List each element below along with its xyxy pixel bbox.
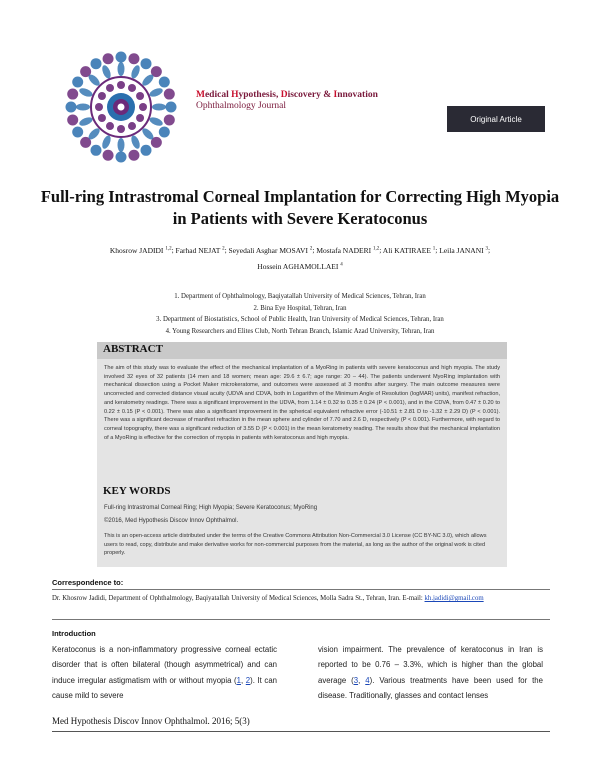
reference-link-4[interactable]: 4 bbox=[365, 675, 370, 685]
author-affiliation-marker: 3 bbox=[485, 246, 489, 251]
journal-name-line2: Ophthalmology Journal bbox=[196, 101, 286, 111]
introduction-column-left: Keratoconus is a non-inflammatory progressive corneal ectatic disorder that is often bilateral (though asymmetrical) and can induce irregular astigmatism with or without myopia (1, 2). It can cause mild to severe bbox=[52, 645, 277, 700]
article-type-badge: Original Article bbox=[447, 106, 545, 132]
affiliation-2: 2. Bina Eye Hospital, Tehran, Iran bbox=[253, 304, 347, 312]
author-affiliation-marker: 4 bbox=[340, 262, 343, 268]
keywords-text: Full-ring Intrastromal Corneal Ring; High Myopia; Severe Keratoconus; MyoRing bbox=[104, 505, 318, 511]
author-name: Farhad NEJAT $^2$ bbox=[175, 245, 225, 255]
author-name: Seyedali Asghar MOSAVI $^2$ bbox=[228, 245, 313, 255]
divider bbox=[52, 619, 550, 620]
journal-name-line1: Medical Hypothesis, Discovery & Innovation bbox=[196, 90, 378, 100]
page-footer: Med Hypothesis Discov Innov Ophthalmol. 2016; 5(3) bbox=[52, 716, 250, 726]
intro-right-tail: ). Various treatments have been used for the disease. Traditionally, glasses and contact lenses bbox=[318, 675, 543, 700]
affiliation-4: 4. Young Researchers and Elites Club, North Tehran Branch, Islamic Azad University, Tehran, Iran bbox=[165, 327, 435, 335]
author-name: Ali KATIRAEE $^1$ bbox=[382, 245, 436, 255]
abstract-heading: ABSTRACT bbox=[103, 343, 163, 355]
author-affiliation-marker: 1,2 bbox=[373, 246, 380, 251]
author-affiliation-marker: 1 bbox=[432, 246, 436, 251]
author-affiliation-marker: 2 bbox=[309, 246, 313, 251]
footer-divider bbox=[52, 731, 550, 732]
introduction-heading: Introduction bbox=[52, 629, 96, 638]
correspondence-heading: Correspondence to: bbox=[52, 578, 124, 587]
author-name: Mostafa NADERI $^{1,2}$ bbox=[316, 245, 380, 255]
abstract-box bbox=[97, 342, 507, 567]
intro-left-text: Keratoconus is a non-inflammatory progressive corneal ectatic disorder that is often bilateral (though asymmetrical) and can induce irregular astigmatism with or without myopia ( bbox=[52, 645, 277, 685]
email-link[interactable]: kh.jadidi@gmail.com bbox=[424, 595, 484, 602]
keywords-heading: KEY WORDS bbox=[103, 485, 171, 497]
intro-left-tail: ). It can cause mild to severe bbox=[52, 675, 277, 700]
author-name: Hossein AGHAMOLLAEI $^4$ bbox=[257, 262, 343, 271]
author-name: Leila JANANI $^3$ bbox=[439, 245, 489, 255]
journal-logo-icon bbox=[62, 48, 180, 166]
introduction-column-right: vision impairment. The prevalence of keratoconus in Iran is reported to be 0.76 – 3.3%, which is higher than the global average (3, 4). Various treatments have been used for the disease. Traditionally, glasses and contact lenses bbox=[318, 645, 543, 700]
author-list: Khosrow JADIDI $^{1,2}$; Farhad NEJAT $^2$; Seyedali Asghar MOSAVI $^2$; Mostafa NADERI $^{1,2}$; Ali KATIRAEE $^1$; Leila JANANI $^3$; Hossein AGHAMOLLAEI $^4$ bbox=[109, 245, 491, 271]
affiliation-1: 1. Department of Ophthalmology, Baqiyatallah University of Medical Sciences, Tehran, Iran bbox=[174, 293, 426, 300]
divider bbox=[52, 589, 550, 590]
author-affiliation-marker: 1,2 bbox=[165, 246, 172, 251]
reference-link-2[interactable]: 2 bbox=[245, 675, 251, 685]
correspondence-address: Dr. Khosrow Jadidi, Department of Ophthalmology, Baqiyatallah University of Medical Sciences, Molla Sadra St., Tehran, Iran. E-mail: bbox=[52, 595, 423, 602]
author-affiliation-marker: 2 bbox=[222, 246, 225, 251]
journal-name[interactable] bbox=[196, 90, 378, 111]
copyright-notice: ©2016, Med Hypothesis Discov Innov Ophthalmol. bbox=[104, 518, 239, 524]
author-name: Khosrow JADIDI $^{1,2}$ bbox=[109, 245, 172, 255]
reference-link-1[interactable]: 1 bbox=[236, 675, 241, 685]
intro-right-text: vision impairment. The prevalence of keratoconus in Iran is reported to be 0.76 – 3.3%, which is higher than the global average ( bbox=[318, 645, 543, 685]
abstract-text: The aim of this study was to evaluate the effect of the mechanical implantation of a MyoRing in patients with severe keratoconus and high myopia. The study involved 32 eyes of 32 patients (14 men and 18 women; mean age: 29.6 ± 6.7; age range: 20 – 44). The patients underwent MyoRing implantation with mechanical dissection using a Pocket Maker microkeratome, and outcomes were assessed at 3 months after surgery. The main outcome measures were uncorrected and corrected distance visual acuity (UDVA and CDVA, both in Logarithm of the Minimum Angle of Resolution (logMAR) units), manifest refraction, and keratometry readings. There was a significant improvement in the UDVA, from 1.14 ± 0.32 to 0.35 ± 0.24 (P < 0.001), and in the CDVA, from 0.47 ± 0.20 to 0.22 ± 0.15 (P < 0.001). There was also a significant improvement in the spherical equivalent refractive error (-10.51 ± 2.81 D to -1.32 ± 2.29 D) (P < 0.001). There was a significant decrease of manifest refraction in the mean sphere and cylinder of 7.70 and 2.6 D, respectively (P < 0.001). Furthermore, with regard to corneal topography, there was a significant reduction of 3.55 D (P < 0.001) in the mean keratometry reading. The results show that the mechanical implantation of a MyoRing is effective for the correction of myopia in patients with keratoconus and high myopia. bbox=[104, 365, 500, 441]
article-title: Full-ring Intrastromal Corneal Implantation for Correcting High Myopia in Patients with Severe Keratoconus bbox=[40, 187, 560, 228]
reference-link-3[interactable]: 3 bbox=[353, 675, 359, 685]
affiliation-3: 3. Department of Biostatistics, School of Public Health, Iran University of Medical Sciences, Tehran, Iran bbox=[156, 316, 444, 323]
correspondence-text bbox=[52, 594, 550, 604]
license-text: This is an open-access article distributed under the terms of the Creative Commons Attribution Non-Commercial 3.0 License (CC BY-NC 3.0), which allows users to read, copy, distribute and make derivative works for non-commercial purposes from the material, as long as the author of the original work is cited properly. bbox=[104, 533, 487, 557]
affiliations bbox=[60, 291, 540, 337]
